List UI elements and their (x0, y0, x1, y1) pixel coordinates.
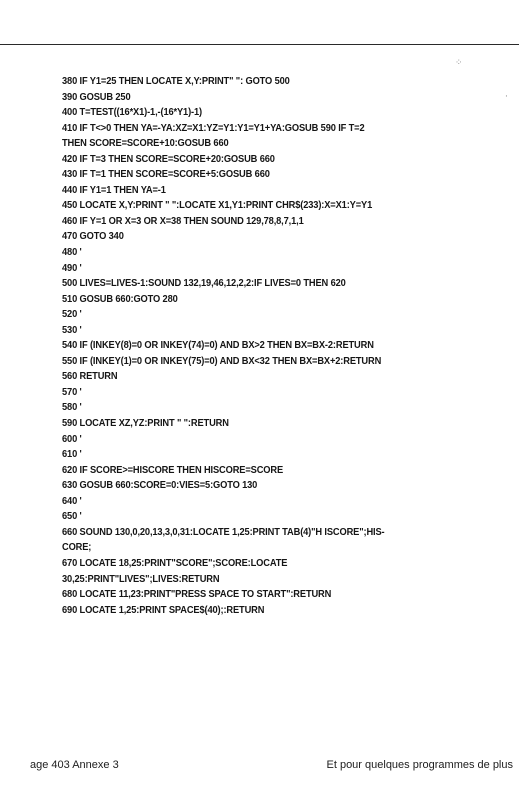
code-line: 490 ' (62, 262, 82, 274)
code-line: 630 GOSUB 660:SCORE=0:VIES=5:GOTO 130 (62, 480, 258, 492)
code-line: 560 RETURN (62, 371, 118, 383)
code-line: 600 ' (62, 433, 82, 445)
code-line: 570 ' (62, 386, 82, 398)
code-line: 650 ' (62, 511, 82, 523)
code-line: 450 LOCATE X,Y:PRINT " ":LOCATE X1,Y1:PRINT CHR$(233):X=X1:Y=Y1 (62, 200, 373, 212)
code-line: 540 IF (INKEY(8)=0 OR INKEY(74)=0) AND BX>2 THEN BX=BX-2:RETURN (62, 340, 374, 352)
code-line: 500 LIVES=LIVES-1:SOUND 132,19,46,12,2,2:IF LIVES=0 THEN 620 (62, 278, 346, 290)
page-footer-left: age 403 Annexe 3 (30, 759, 119, 771)
code-line: 580 ' (62, 402, 82, 414)
scan-speck: · (505, 92, 508, 102)
code-line: 390 GOSUB 250 (62, 91, 131, 103)
page-footer-right: Et pour quelques programmes de plus (326, 759, 513, 771)
code-line: 670 LOCATE 18,25:PRINT"SCORE";SCORE:LOCATE (62, 557, 288, 569)
code-line: 30,25:PRINT"LIVES";LIVES:RETURN (62, 573, 220, 585)
code-line: 610 ' (62, 449, 82, 461)
code-line: 510 GOSUB 660:GOTO 280 (62, 293, 178, 305)
code-line: 420 IF T=3 THEN SCORE=SCORE+20:GOSUB 660 (62, 153, 275, 165)
code-line: 440 IF Y1=1 THEN YA=-1 (62, 184, 166, 196)
code-line: 550 IF (INKEY(1)=0 OR INKEY(75)=0) AND BX<32 THEN BX=BX+2:RETURN (62, 355, 382, 367)
code-line: 640 ' (62, 495, 82, 507)
code-line: 660 SOUND 130,0,20,13,3,0,31:LOCATE 1,25:PRINT TAB(4)"H ISCORE";HIS- (62, 526, 385, 538)
header-rule (0, 44, 519, 45)
code-line: 410 IF T<>0 THEN YA=-YA:XZ=X1:YZ=Y1:Y1=Y1+YA:GOSUB 590 IF T=2 (62, 122, 365, 134)
code-line: 530 ' (62, 324, 82, 336)
code-line: 590 LOCATE XZ,YZ:PRINT " ":RETURN (62, 418, 229, 430)
code-line: 690 LOCATE 1,25:PRINT SPACE$(40);:RETURN (62, 604, 265, 616)
code-line: 520 ' (62, 309, 82, 321)
basic-program-listing (62, 74, 512, 618)
code-line: 620 IF SCORE>=HISCORE THEN HISCORE=SCORE (62, 464, 284, 476)
code-line: 380 IF Y1=25 THEN LOCATE X,Y:PRINT" ": GOTO 500 (62, 76, 290, 87)
code-line: 430 IF T=1 THEN SCORE=SCORE+5:GOSUB 660 (62, 169, 270, 181)
code-line: 460 IF Y=1 OR X=3 OR X=38 THEN SOUND 129,78,8,7,1,1 (62, 215, 304, 227)
code-line: 400 T=TEST((16*X1)-1,-(16*Y1)-1) (62, 107, 203, 119)
code-line: 470 GOTO 340 (62, 231, 124, 243)
code-line: THEN SCORE=SCORE+10:GOSUB 660 (62, 138, 229, 150)
code-line: 480 ' (62, 247, 82, 259)
code-line: CORE; (62, 542, 92, 554)
scan-speck: ⁘ (455, 58, 463, 68)
code-line: 680 LOCATE 11,23:PRINT"PRESS SPACE TO START":RETURN (62, 589, 332, 601)
